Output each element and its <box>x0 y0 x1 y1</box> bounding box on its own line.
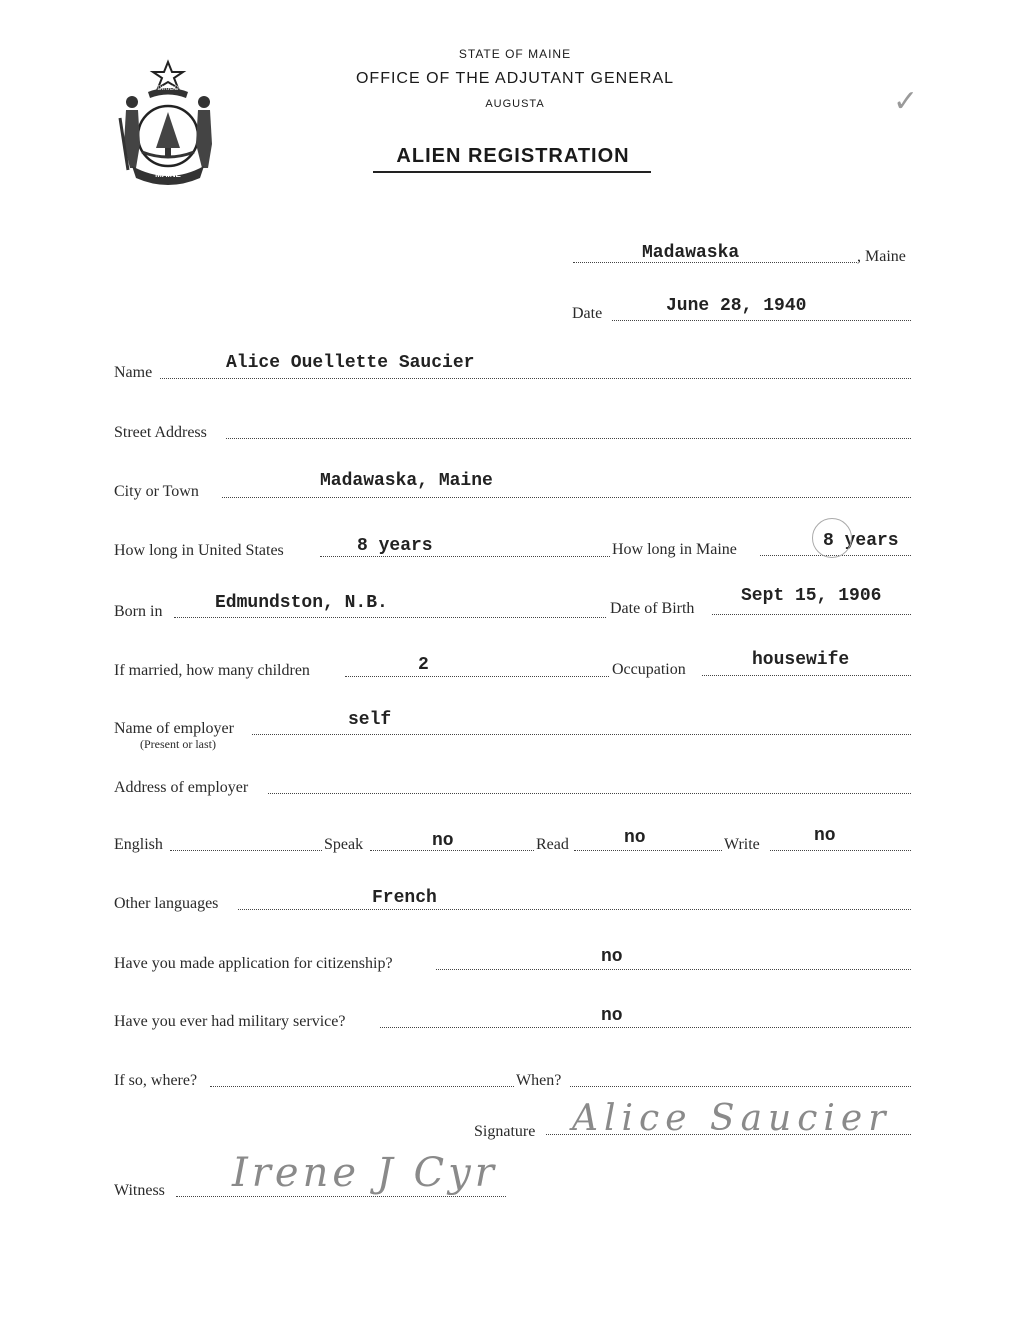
occupation-label: Occupation <box>612 661 686 678</box>
city-label: City or Town <box>114 483 199 500</box>
header-state: STATE OF MAINE <box>458 47 572 61</box>
write-value: no <box>814 826 836 846</box>
street-address-label: Street Address <box>114 424 207 441</box>
read-value: no <box>624 828 646 848</box>
signature-label: Signature <box>474 1123 536 1140</box>
english-label: English <box>114 836 163 853</box>
employer-value: self <box>348 710 392 730</box>
date-label: Date <box>572 305 603 322</box>
witness-signature: Irene J Cyr <box>232 1150 498 1196</box>
how-long-maine-value: 8 years <box>823 531 899 551</box>
employer-label: Name of employer <box>114 720 234 737</box>
maine-label: , Maine <box>857 248 906 265</box>
name-label: Name <box>114 364 153 381</box>
signature-value: Alice Saucier <box>572 1098 892 1139</box>
citizenship-value: no <box>601 947 623 967</box>
how-long-us-label: How long in United States <box>114 542 284 559</box>
date-of-birth-label: Date of Birth <box>610 600 695 617</box>
children-label: If married, how many children <box>114 662 310 679</box>
title-underline <box>373 171 651 173</box>
corner-check-mark: ✓ <box>893 85 919 118</box>
page-title: ALIEN REGISTRATION <box>396 145 630 167</box>
when-label: When? <box>516 1072 562 1089</box>
how-long-us-value: 8 years <box>357 536 433 556</box>
speak-value: no <box>432 831 454 851</box>
employer-address-label: Address of employer <box>114 779 249 796</box>
military-label: Have you ever had military service? <box>114 1013 346 1030</box>
speak-label: Speak <box>324 836 364 853</box>
name-value: Alice Ouellette Saucier <box>226 353 475 373</box>
children-value: 2 <box>418 655 429 675</box>
other-languages-value: French <box>372 888 437 908</box>
seal-ribbon-text: DIRIGO <box>157 86 179 92</box>
employer-note: (Present or last) <box>140 737 216 751</box>
date-of-birth-value: Sept 15, 1906 <box>741 586 882 606</box>
military-value: no <box>601 1006 623 1026</box>
born-in-label: Born in <box>114 603 163 620</box>
where-label: If so, where? <box>114 1072 198 1089</box>
seal-banner-text: MAINE <box>155 170 181 179</box>
citizenship-label: Have you made application for citizenship? <box>114 955 393 972</box>
write-label: Write <box>724 836 760 853</box>
born-in-value: Edmundston, N.B. <box>215 593 388 613</box>
city-value: Madawaska, Maine <box>320 471 493 491</box>
other-languages-label: Other languages <box>114 895 219 912</box>
how-long-maine-label: How long in Maine <box>612 541 737 558</box>
town-value: Madawaska <box>642 243 740 263</box>
header-city: AUGUSTA <box>485 98 545 110</box>
read-label: Read <box>536 836 569 853</box>
header-office: OFFICE OF THE ADJUTANT GENERAL <box>355 70 675 87</box>
witness-label: Witness <box>114 1182 165 1199</box>
date-value: June 28, 1940 <box>666 296 807 316</box>
occupation-value: housewife <box>752 650 850 670</box>
circle-mark <box>812 518 852 558</box>
